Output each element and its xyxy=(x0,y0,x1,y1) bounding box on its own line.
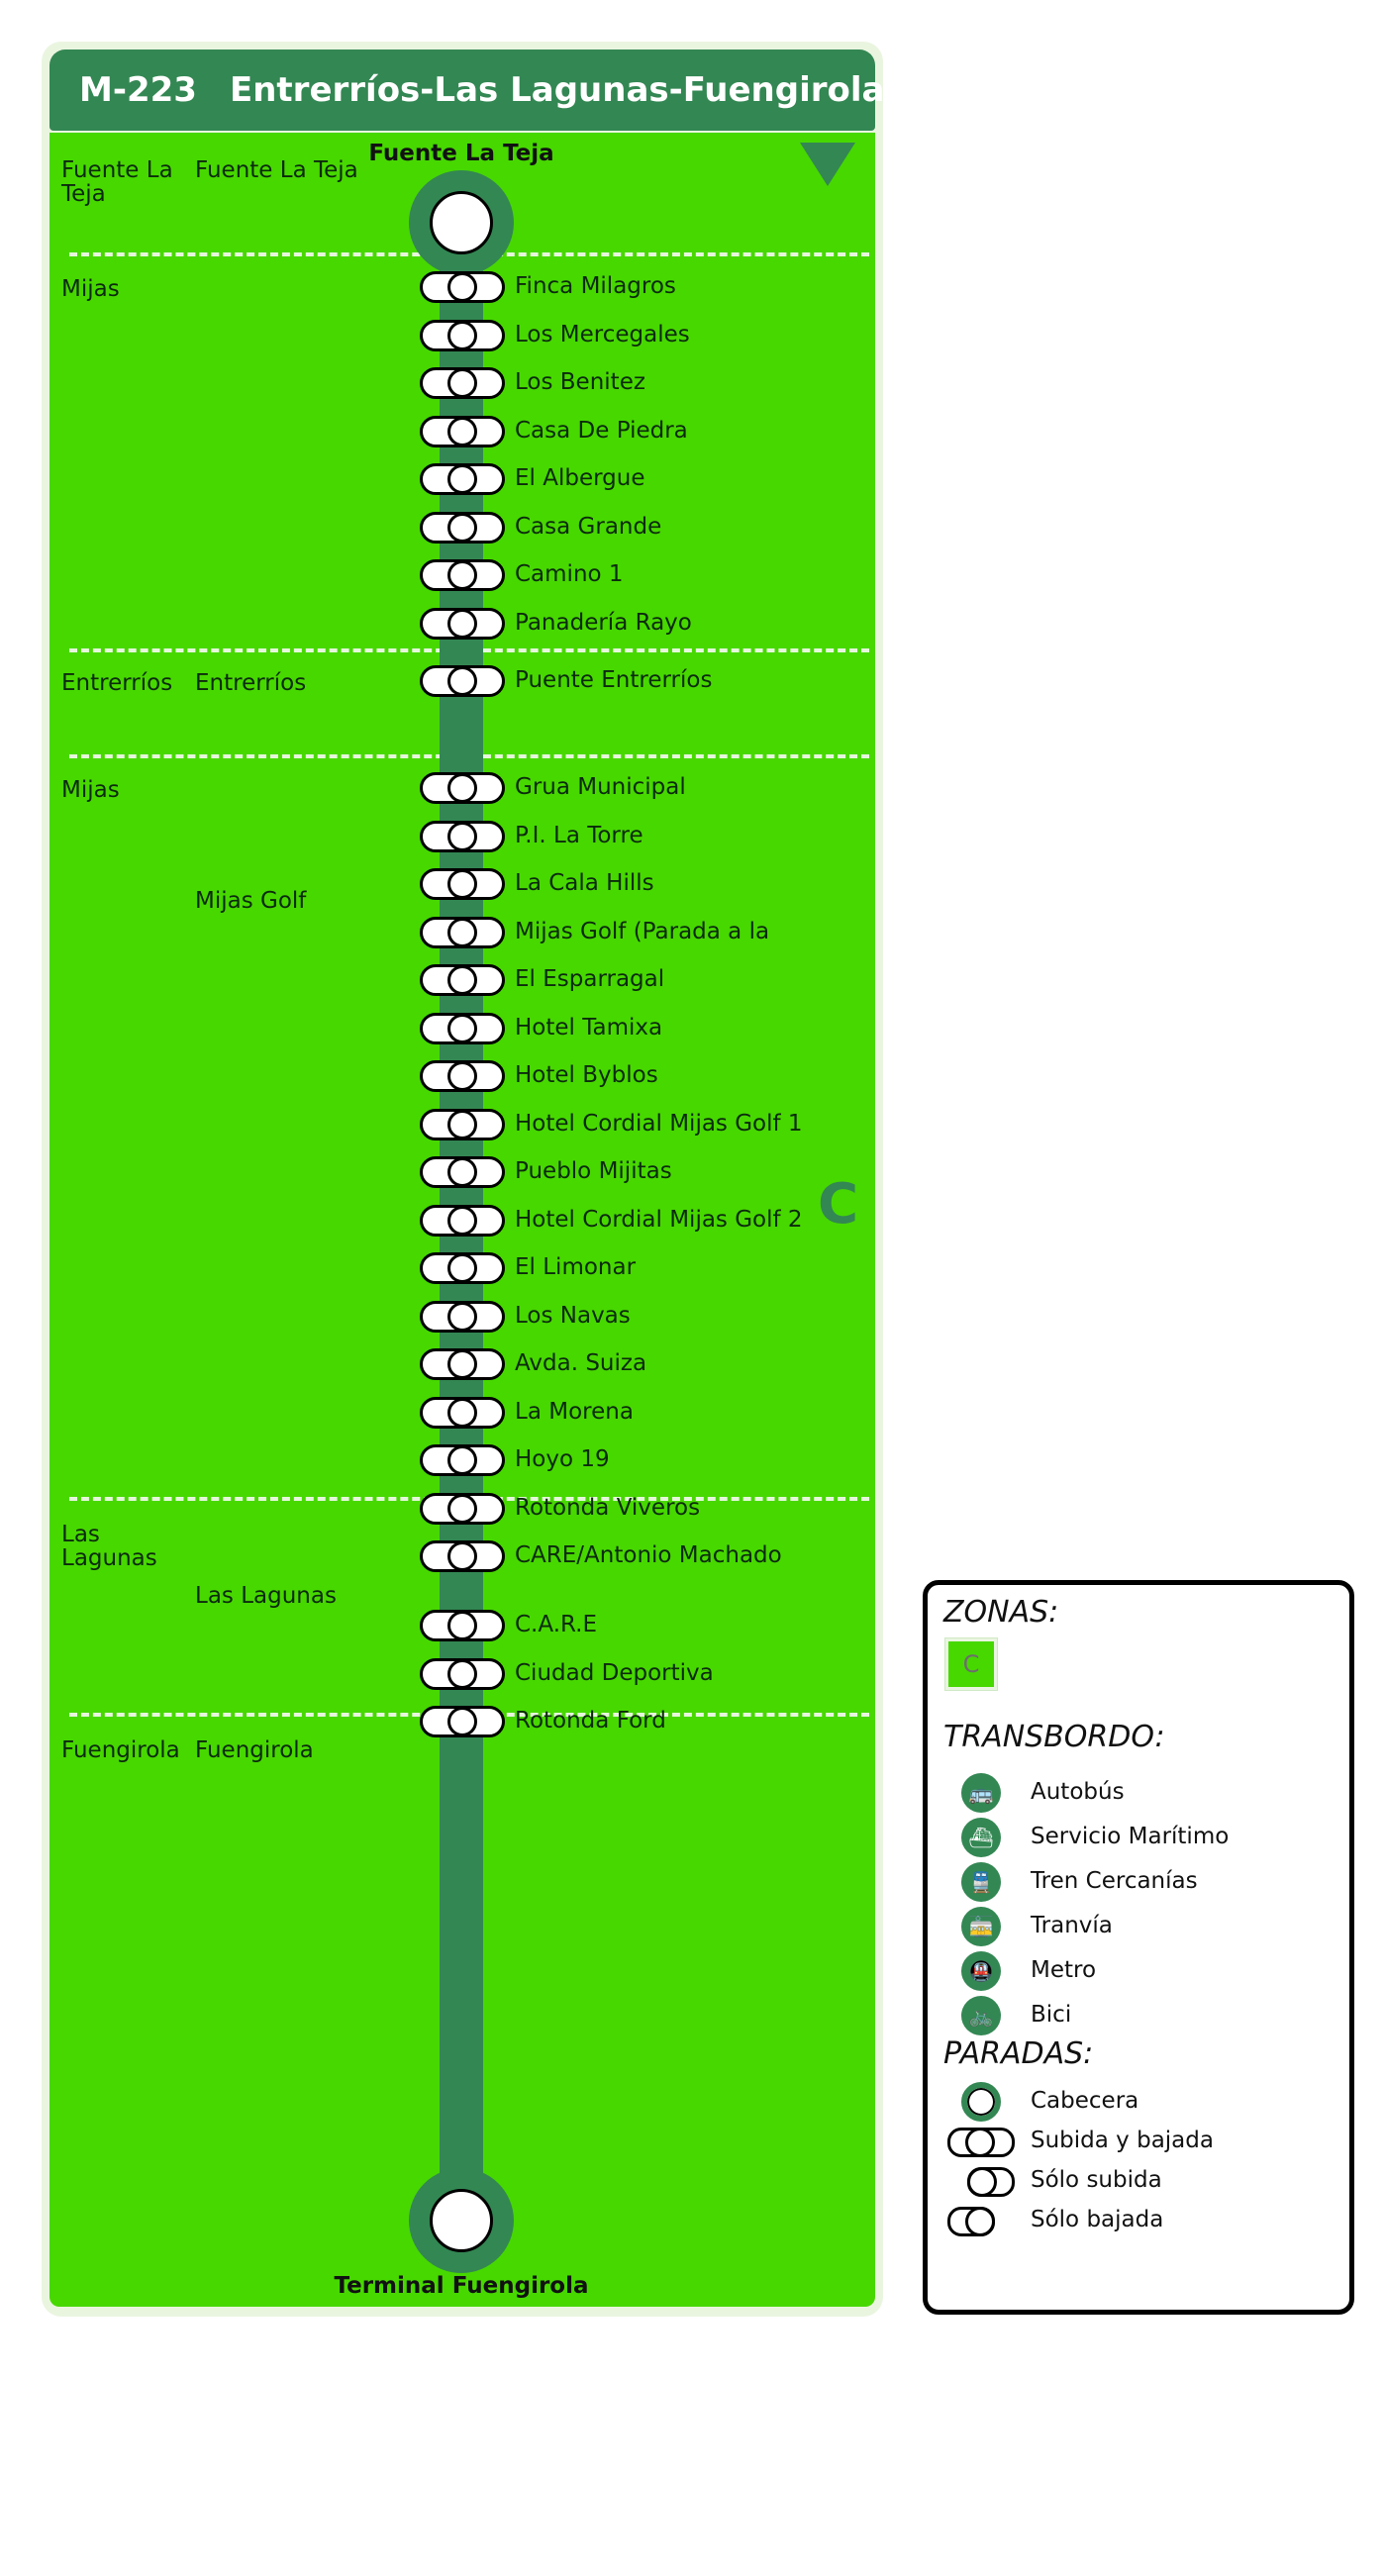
stop-marker xyxy=(420,1540,505,1572)
stop-name: CARE/Antonio Machado xyxy=(515,1542,782,1568)
stop-type-label: Sólo subida xyxy=(1031,2167,1162,2193)
stop-marker xyxy=(420,772,505,804)
stop-name: Hotel Cordial Mijas Golf 1 xyxy=(515,1111,803,1137)
train-icon: 🚆 xyxy=(961,1862,1001,1902)
stop-name: Mijas Golf (Parada a la xyxy=(515,919,770,944)
stop-name: Grua Municipal xyxy=(515,774,686,800)
zone-municipality: Entrerríos xyxy=(61,670,173,696)
legend-transfers-title: TRANSBORDO: xyxy=(943,1720,1165,1754)
stop-name: Los Mercegales xyxy=(515,322,690,347)
tram-icon: 🚋 xyxy=(961,1907,1001,1946)
stop-type-label: Sólo bajada xyxy=(1031,2207,1164,2232)
start-terminus-name: Fuente La Teja xyxy=(368,141,554,166)
stop-name: El Limonar xyxy=(515,1254,637,1280)
transfer-label: Tranvía xyxy=(1031,1913,1113,1938)
stop-name: Finca Milagros xyxy=(515,273,676,299)
stop-marker xyxy=(420,1060,505,1092)
stop-marker xyxy=(420,1205,505,1237)
route-code: M-223 xyxy=(79,70,197,110)
stop-marker xyxy=(420,1658,505,1690)
metro-icon: 🚇 xyxy=(961,1951,1001,1991)
stop-marker xyxy=(420,271,505,303)
transfer-label: Tren Cercanías xyxy=(1031,1868,1198,1894)
transfer-label: Metro xyxy=(1031,1957,1097,1983)
stop-name: Casa De Piedra xyxy=(515,418,688,444)
stop-name: Avda. Suiza xyxy=(515,1350,647,1376)
direction-arrow-icon xyxy=(800,143,855,186)
bicycle-icon: 🚲 xyxy=(961,1996,1001,2035)
start-terminus-marker xyxy=(409,170,514,275)
stop-marker xyxy=(420,1348,505,1380)
stop-marker xyxy=(420,608,505,640)
stop-marker xyxy=(420,320,505,351)
stop-marker xyxy=(420,463,505,495)
stop-name: Casa Grande xyxy=(515,514,662,540)
zone-municipality: Mijas xyxy=(61,276,120,302)
end-terminus-name: Terminal Fuengirola xyxy=(334,2273,589,2299)
bus-icon: 🚌 xyxy=(961,1773,1001,1813)
stop-name: Panadería Rayo xyxy=(515,610,692,636)
stop-name: P.I. La Torre xyxy=(515,823,643,848)
stop-marker xyxy=(420,416,505,447)
stop-marker xyxy=(420,1301,505,1333)
legend-stops-title: PARADAS: xyxy=(943,2036,1094,2071)
transfer-label: Servicio Marítimo xyxy=(1031,1824,1230,1849)
stop-name: El Esparragal xyxy=(515,966,665,992)
stop-marker xyxy=(420,964,505,996)
stop-marker xyxy=(420,1444,505,1476)
zone-municipality: Mijas xyxy=(61,777,120,803)
stop-type-label: Subida y bajada xyxy=(1031,2128,1214,2153)
stop-name: Hoyo 19 xyxy=(515,1446,610,1472)
transfer-label: Bici xyxy=(1031,2002,1072,2028)
stop-marker xyxy=(420,868,505,900)
zone-locality: Mijas Golf xyxy=(195,888,307,914)
stop-name: Los Benitez xyxy=(515,369,645,395)
stop-marker xyxy=(420,821,505,852)
zone-municipality: Fuente La Teja xyxy=(61,157,173,207)
stop-marker xyxy=(420,665,505,697)
terminus-marker-icon xyxy=(961,2082,1001,2122)
zone-locality: Fuente La Teja xyxy=(195,157,358,183)
stop-name: Ciudad Deportiva xyxy=(515,1660,714,1686)
stop-marker xyxy=(420,559,505,591)
stop-type-label: Cabecera xyxy=(1031,2088,1139,2114)
zone-swatch xyxy=(945,1638,997,1690)
stop-name: La Morena xyxy=(515,1399,634,1425)
zone-locality: Fuengirola xyxy=(195,1737,314,1763)
stop-name: Puente Entrerríos xyxy=(515,667,713,693)
stop-name: Camino 1 xyxy=(515,561,624,587)
legend xyxy=(923,1580,1354,2315)
end-terminus-marker xyxy=(409,2168,514,2273)
stop-name: Hotel Cordial Mijas Golf 2 xyxy=(515,1207,803,1233)
stop-marker xyxy=(420,1252,505,1284)
ferry-icon: ⛴ xyxy=(961,1818,1001,1857)
stop-name: Rotonda Viveros xyxy=(515,1495,701,1521)
zone-municipality: Las Lagunas xyxy=(61,1522,157,1571)
stop-name: El Albergue xyxy=(515,465,645,491)
stop-marker xyxy=(420,1493,505,1525)
stop-marker xyxy=(420,917,505,948)
stop-name: Los Navas xyxy=(515,1303,631,1329)
zone-locality: Entrerríos xyxy=(195,670,307,696)
zone-swatch-letter: C xyxy=(962,1650,980,1678)
zone-locality: Las Lagunas xyxy=(195,1583,337,1609)
zone-municipality: Fuengirola xyxy=(61,1737,180,1763)
legend-zones-title: ZONAS: xyxy=(943,1595,1059,1630)
stop-name: Hotel Tamixa xyxy=(515,1015,663,1040)
stop-marker xyxy=(420,1156,505,1188)
zone-letter: C xyxy=(818,1172,859,1237)
stop-marker xyxy=(420,1610,505,1641)
stop-marker xyxy=(420,367,505,399)
transfer-label: Autobús xyxy=(1031,1779,1125,1805)
stop-marker xyxy=(420,1706,505,1737)
stop-marker xyxy=(420,1013,505,1044)
stop-name: La Cala Hills xyxy=(515,870,654,896)
stop-name: Hotel Byblos xyxy=(515,1062,658,1088)
stop-marker xyxy=(420,1109,505,1140)
stop-name: C.A.R.E xyxy=(515,1612,598,1637)
stop-name: Rotonda Ford xyxy=(515,1708,666,1734)
stop-marker xyxy=(420,512,505,544)
stop-marker xyxy=(420,1397,505,1429)
route-name: Entrerríos-Las Lagunas-Fuengirola xyxy=(230,70,885,110)
stop-name: Pueblo Mijitas xyxy=(515,1158,672,1184)
